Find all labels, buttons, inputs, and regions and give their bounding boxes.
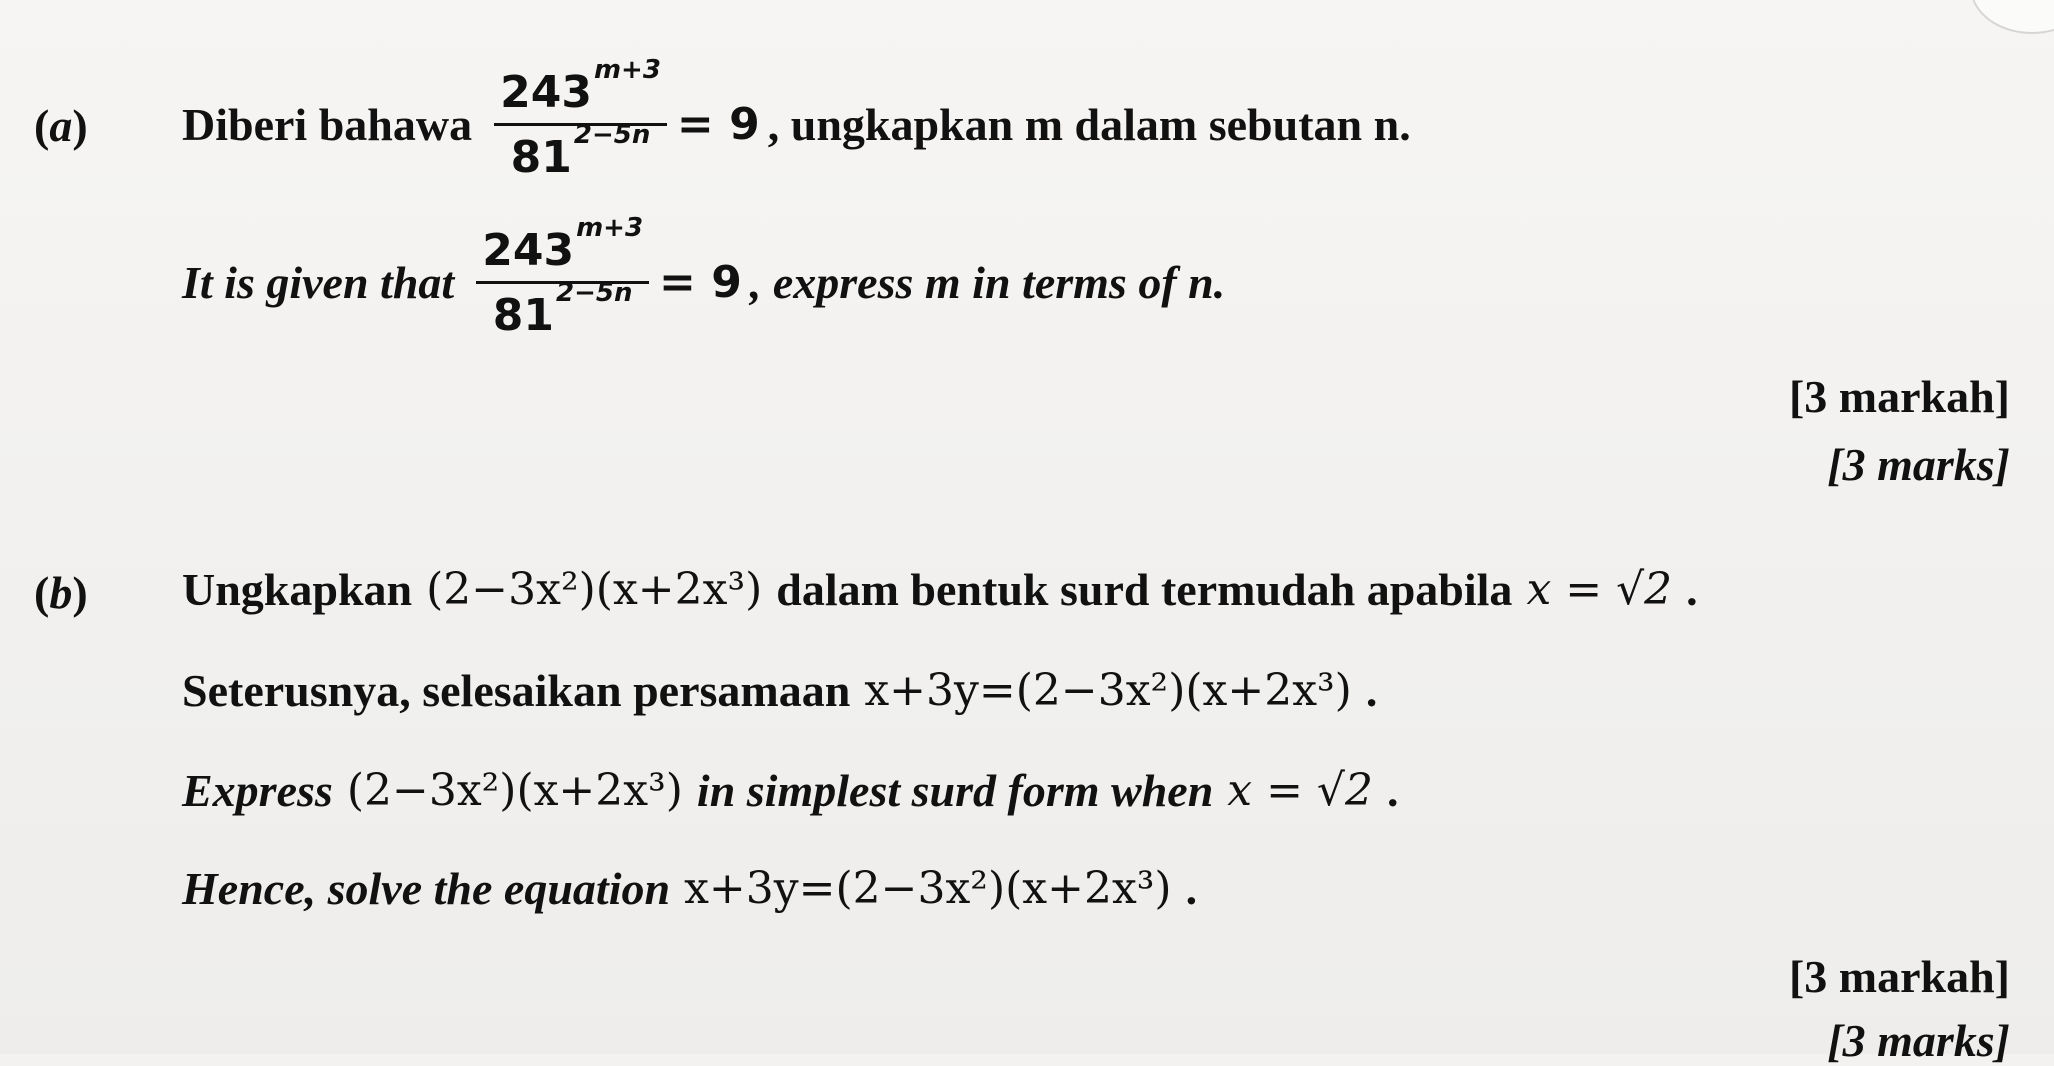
part-b-line-4: Hence, solve the equation x+3y=(2−3x²)(x+2x³) .	[182, 863, 1198, 914]
part-b-line2-equation: x+3y=(2−3x²)(x+2x³)	[864, 665, 1352, 716]
part-b-line3-intro: Express	[182, 765, 333, 816]
fraction-denominator-base: 81	[492, 289, 554, 341]
fraction-numerator-base: 243	[500, 66, 592, 118]
part-b-line3-expression: (2−3x²)(x+2x³)	[346, 765, 683, 816]
part-a-english-tail: , express m in terms of n.	[749, 257, 1226, 308]
part-a-marks-english: [3 marks]	[1827, 439, 2010, 490]
part-a-malay-line	[182, 54, 1411, 190]
part-b-marks-malay: [3 markah]	[1788, 951, 2010, 1002]
part-a-label: (a)	[34, 100, 88, 151]
part-b-line1-mid: dalam bentuk surd termudah apabila	[776, 564, 1513, 615]
fraction-numerator-base: 243	[482, 224, 575, 276]
part-b-marks-english: [3 marks]	[1827, 1015, 2010, 1066]
fraction-numerator-exponent: m+3	[576, 212, 644, 243]
fraction-denominator-base: 81	[510, 131, 572, 183]
fraction-denominator-exponent: 2−5n	[573, 119, 651, 150]
part-a-malay-intro: Diberi bahawa	[182, 99, 473, 150]
part-a-english-fraction	[476, 212, 649, 341]
fraction-rhs: = 9	[676, 99, 760, 150]
fraction-rhs: = 9	[659, 257, 742, 308]
fraction-denominator-exponent: 2−5n	[556, 277, 633, 308]
part-b-line4-intro: Hence, solve the equation	[182, 863, 671, 914]
part-b-label: (b)	[34, 567, 88, 618]
part-a-english-intro: It is given that	[182, 257, 455, 308]
page-corner-curl	[1970, 0, 2054, 34]
part-b-line1-expression: (2−3x²)(x+2x³)	[426, 564, 763, 615]
fraction-numerator-exponent: m+3	[593, 54, 661, 85]
part-b-line3-mid: in simplest surd form when	[696, 765, 1214, 816]
part-b-line1-intro: Ungkapkan	[182, 564, 413, 615]
part-b-line3-condition: x = √2	[1227, 765, 1373, 816]
part-a-english-line	[182, 212, 1226, 348]
part-a-marks-malay: [3 markah]	[1788, 371, 2010, 422]
part-b-line2-intro: Seterusnya, selesaikan persamaan	[182, 665, 851, 716]
part-b-line4-equation: x+3y=(2−3x²)(x+2x³)	[684, 863, 1172, 914]
part-a-malay-fraction	[494, 54, 667, 183]
part-b-line-2: Seterusnya, selesaikan persamaan x+3y=(2−3x²)(x+2x³) .	[182, 665, 1378, 716]
part-b-line-1: Ungkapkan (2−3x²)(x+2x³) dalam bentuk surd termudah apabila x = √2 .	[182, 564, 1698, 615]
part-b-line1-condition: x = √2	[1526, 564, 1673, 615]
part-b-line-3: Express (2−3x²)(x+2x³) in simplest surd form when x = √2 .	[182, 765, 1399, 816]
part-a-malay-tail: , ungkapkan m dalam sebutan n.	[767, 99, 1411, 150]
